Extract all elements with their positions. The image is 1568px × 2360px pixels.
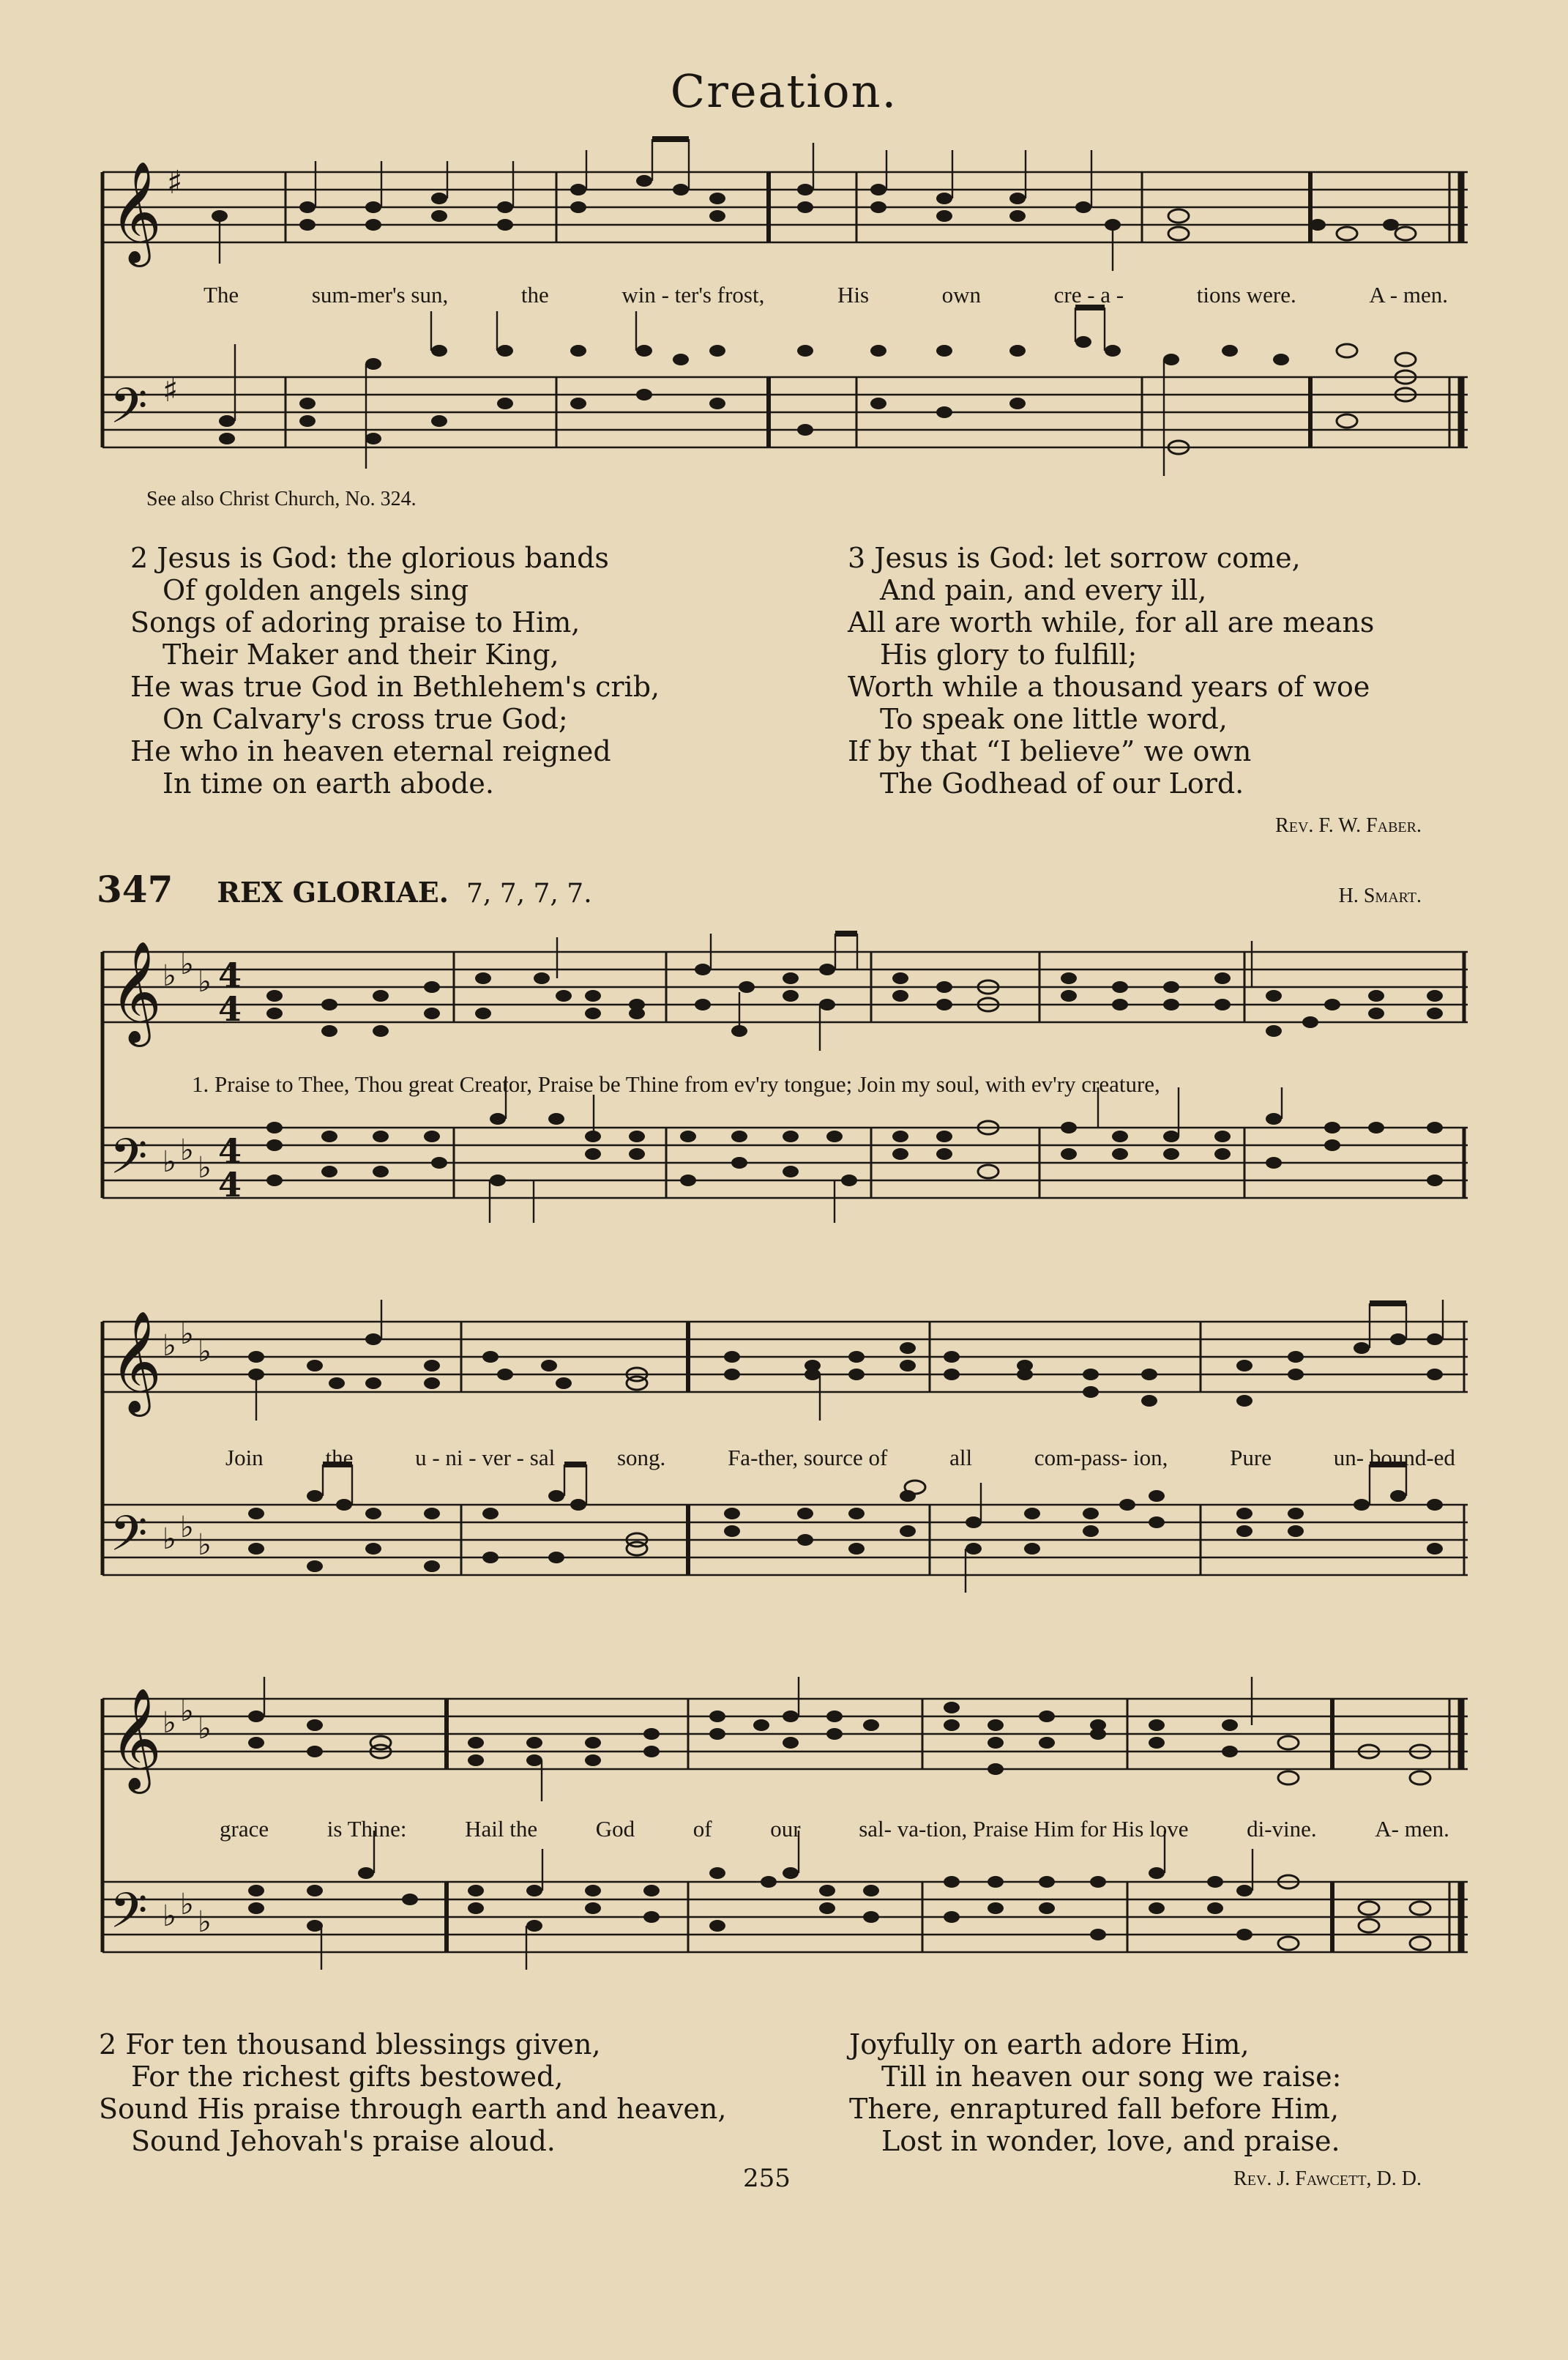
lyric-word: the [325,1445,354,1470]
hymn-header [97,868,1422,911]
lyric-word: A - men. [1369,282,1448,308]
lyric-word: Fa-ther, source of [728,1445,888,1470]
verse-line: Songs of adoring praise to Him, [130,606,580,639]
verse-line: Till in heaven our song we raise: [881,2061,1342,2093]
verse-prev-2 [130,542,660,800]
lyric-word: song. [616,1445,666,1470]
svg-text:♭: ♭ [198,1712,212,1746]
svg-text:♭: ♭ [163,1145,176,1179]
verse-line: In time on earth abode. [163,767,494,800]
hymn-number: 347 [97,868,173,911]
verse-line: For the richest gifts bestowed, [131,2061,564,2093]
svg-text:4: 4 [218,1165,242,1205]
lyric-word: A- men. [1375,1816,1449,1842]
verse-line: There, enraptured fall before Him, [849,2093,1340,2125]
verse-line: 2 For ten thousand blessings given, [99,2028,601,2061]
score-system-3 [0,1677,1568,1992]
svg-text:♯: ♯ [163,372,179,409]
lyric-word: Hail the [465,1816,538,1842]
svg-text:𝄞: 𝄞 [110,161,162,263]
verse-line: Their Maker and their King, [163,639,559,671]
svg-text:𝄞: 𝄞 [110,941,162,1043]
svg-text:♭: ♭ [198,1151,212,1185]
verse-line: To speak one little word, [880,703,1228,735]
lyric-word: win - ter's frost, [621,282,765,308]
svg-text:𝄢: 𝄢 [110,378,148,446]
lyric-word: com-pass- ion, [1034,1445,1168,1470]
staff-system-prev [0,132,1568,498]
lyric-word: His [837,282,870,308]
svg-text:♭: ♭ [163,1329,176,1363]
svg-text:4: 4 [218,1131,242,1171]
svg-text:♭: ♭ [163,959,176,993]
svg-text:𝄢: 𝄢 [110,1883,148,1951]
svg-text:4: 4 [218,989,242,1029]
score-system-prev [0,132,1568,498]
verse-line: Joyfully on earth adore Him, [849,2028,1250,2061]
author-prev: Rev. F. W. Faber. [1275,814,1422,837]
composer: H. Smart. [1338,885,1422,907]
lyric-word: grace [220,1816,269,1842]
svg-text:♯: ♯ [167,164,183,201]
svg-text:♭: ♭ [198,1528,212,1562]
lyric-word: Join [225,1445,264,1470]
verse-line: 3 Jesus is God: let sorrow come, [848,542,1301,574]
lyric-word: all [949,1445,973,1470]
svg-text:♭: ♭ [198,1335,212,1369]
svg-text:♭: ♭ [180,948,194,981]
lyric-word: un- bound-ed [1333,1445,1455,1470]
verse-line: His glory to fulfill; [880,639,1138,671]
svg-text:♭: ♭ [198,965,212,999]
verse-line: On Calvary's cross true God; [163,703,568,735]
svg-text:♭: ♭ [180,1888,194,1921]
lyric-word: of [692,1816,712,1842]
see-also-note: See also Christ Church, No. 324. [146,488,417,510]
lyric-word: di-vine. [1247,1816,1317,1842]
lyric-word: is Thine: [326,1816,407,1842]
svg-text:♭: ♭ [180,1694,194,1728]
svg-text:♭: ♭ [180,1511,194,1544]
verse-line: Sound Jehovah's praise aloud. [131,2125,556,2157]
section-title: Creation. [670,64,898,118]
lyric-word: tions were. [1196,282,1296,308]
meter: 7, 7, 7, 7. [466,879,592,909]
lyric-word: God [595,1816,635,1842]
svg-text:♭: ♭ [180,1134,194,1167]
svg-text:♭: ♭ [180,1317,194,1351]
lyric-word: The [204,282,239,308]
lyric-word: Pure [1230,1445,1272,1470]
svg-text:♭: ♭ [163,1522,176,1556]
verse-347-2 [99,2028,726,2157]
lyric-line-2 [225,1445,1455,1471]
verse-347-3 [849,2028,1341,2157]
page-number: 255 [743,2164,791,2193]
svg-text:𝄢: 𝄢 [110,1128,148,1196]
svg-text:♭: ♭ [198,1905,212,1939]
svg-text:𝄞: 𝄞 [110,1311,162,1412]
lyric-word: sum-mer's sun, [311,282,449,308]
svg-text:♭: ♭ [163,1899,176,1933]
svg-text:𝄞: 𝄞 [110,1688,162,1790]
lyric-line-1: 1. Praise to Thee, Thou great Creator, Praise be Thine from ev'ry tongue; Join my soul, with ev'ry creature, [192,1071,1160,1097]
verse-prev-3 [848,542,1374,800]
lyric-word: the [520,282,549,308]
author-347: Rev. J. Fawcett, D. D. [1233,2167,1422,2190]
svg-text:4: 4 [218,956,242,995]
lyric-line-prev [204,282,1448,308]
score-system-1 [0,930,1568,1245]
lyric-line-3 [220,1816,1449,1842]
verse-line: Worth while a thousand years of woe [848,671,1370,703]
verse-line: All are worth while, for all are means [848,606,1375,639]
verse-line: He who in heaven eternal reigned [130,735,611,767]
verse-line: 2 Jesus is God: the glorious bands [130,542,609,574]
lyric-word: cre - a - [1053,282,1124,308]
verse-line: And pain, and every ill, [880,574,1207,606]
verse-line: The Godhead of our Lord. [880,767,1244,800]
lyric-word: our [770,1816,801,1842]
verse-line: He was true God in Bethlehem's crib, [130,671,660,703]
svg-text:𝄢: 𝄢 [110,1505,148,1574]
tune-name: REX GLORIAE. [217,876,449,909]
lyric-word: u - ni - ver - sal [415,1445,556,1470]
verse-line: If by that “I believe” we own [848,735,1252,767]
verse-line: Of golden angels sing [163,574,469,606]
lyric-word: sal- va-tion, Praise Him for His love [859,1816,1189,1842]
lyric-word: own [941,282,982,308]
svg-text:♭: ♭ [163,1706,176,1740]
verse-line: Sound His praise through earth and heaven, [99,2093,727,2125]
score-system-2 [0,1300,1568,1615]
verse-line: Lost in wonder, love, and praise. [881,2125,1340,2157]
